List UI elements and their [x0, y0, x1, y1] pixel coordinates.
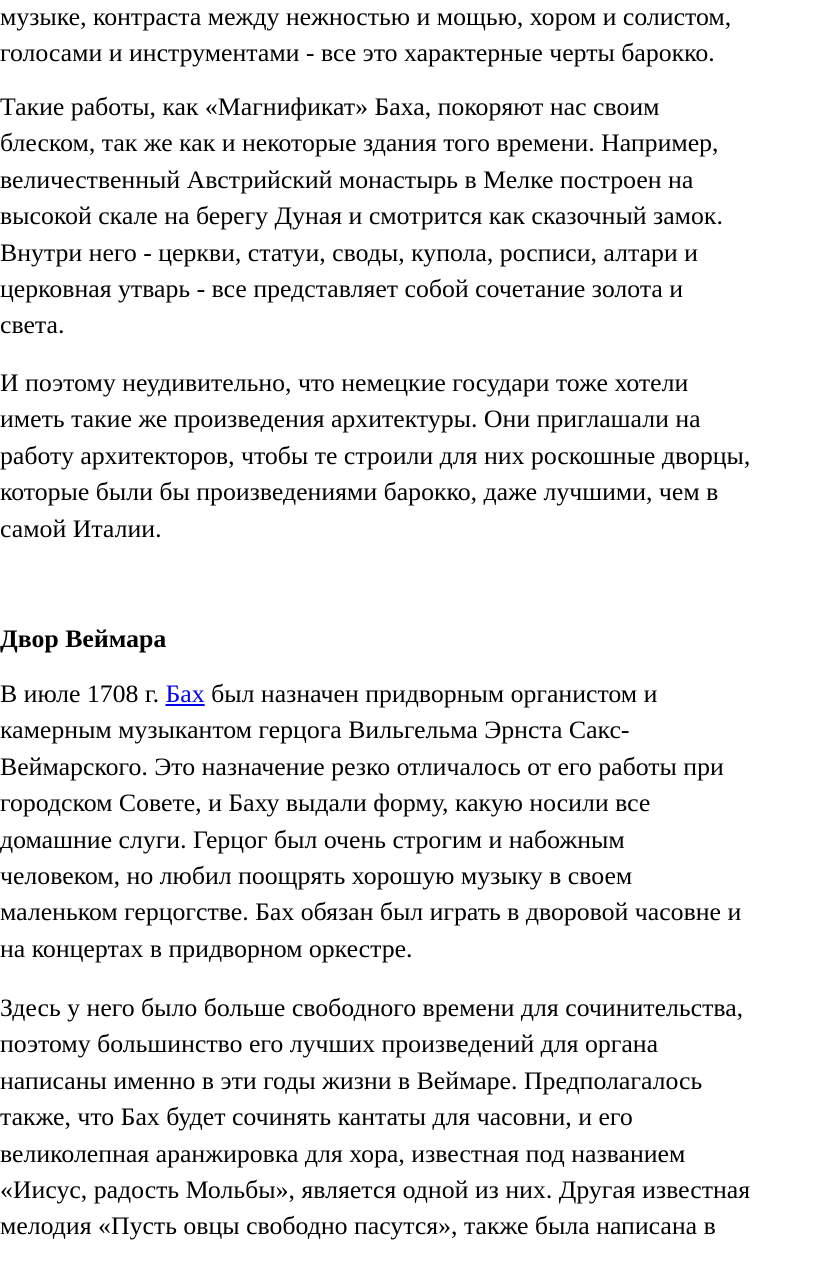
text-line: домашние слуги. Герцог был очень строгим и набожным	[0, 824, 625, 854]
text-line: Веймарского. Это назначение резко отличалось от его работы при	[0, 751, 724, 781]
text-line: голосами и инструментами - все это характерные черты барокко.	[0, 38, 715, 68]
text-line: Внутри него - церкви, статуи, своды, купола, росписи, алтари и	[0, 237, 698, 267]
text-line	[0, 676, 816, 712]
paragraph-baroque-music	[0, 0, 816, 72]
text-line: «Иисус, радость Мольбы», является одной из них. Другая известная	[0, 1175, 751, 1205]
text-fragment: В июле 1708 г.	[0, 679, 166, 708]
text-fragment: был назначен придворным органистом и	[204, 679, 658, 708]
text-line: И поэтому неудивительно, что немецкие государи тоже хотели	[0, 368, 689, 397]
paragraph-weimar-court	[0, 676, 816, 967]
text-line: маленьком герцогстве. Бах обязан был играть в дворовой часовне и	[0, 897, 742, 927]
text-line: на концертах в придворном оркестре.	[0, 933, 413, 963]
text-line: которые были бы произведениями барокко, даже лучшими, чем в	[0, 477, 719, 507]
text-line: величественный Австрийский монастырь в Мелке построен на	[0, 164, 694, 194]
section-heading-weimar: Двор Веймара	[0, 624, 167, 653]
text-line: человеком, но любил поощрять хорошую музыку в своем	[0, 861, 633, 891]
text-line: иметь такие же произведения архитектуры. Они приглашали на	[0, 404, 701, 434]
text-line: мелодия «Пусть овцы свободно пасутся», также была написана в	[0, 1211, 716, 1241]
text-line: света.	[0, 310, 65, 340]
text-line: камерным музыкантом герцога Вильгельма Эрнста Сакс-	[0, 715, 630, 745]
text-line: Такие работы, как «Магнификат» Баха, покоряют нас своим	[0, 92, 660, 121]
text-line: городском Совете, и Баху выдали форму, какую носили все	[0, 788, 651, 818]
text-line: работу архитекторов, чтобы те строили для них роскошные дворцы,	[0, 440, 751, 470]
paragraph-magnificat	[0, 89, 816, 344]
text-line: великолепная аранжировка для хора, известная под названием	[0, 1138, 686, 1168]
text-line: написаны именно в эти годы жизни в Веймаре. Предполагалось	[0, 1065, 703, 1095]
text-line: Здесь у него было больше свободного времени для сочинительства,	[0, 993, 744, 1022]
text-line: церковная утварь - все представляет собой сочетание золота и	[0, 274, 684, 304]
text-line: поэтому большинство его лучших произведений для органа	[0, 1029, 659, 1059]
paragraph-organ-works	[0, 990, 816, 1245]
text-line: также, что Бах будет сочинять кантаты для часовни, и его	[0, 1102, 633, 1132]
text-line: блеском, так же как и некоторые здания того времени. Например,	[0, 128, 719, 158]
text-line: музыке, контраста между нежностью и мощью, хором и солистом,	[0, 2, 732, 31]
paragraph-german-rulers	[0, 365, 816, 547]
bach-link[interactable]: Бах	[165, 679, 205, 708]
text-line: высокой скале на берегу Дуная и смотрится как сказочный замок.	[0, 201, 723, 231]
text-line: самой Италии.	[0, 513, 162, 543]
